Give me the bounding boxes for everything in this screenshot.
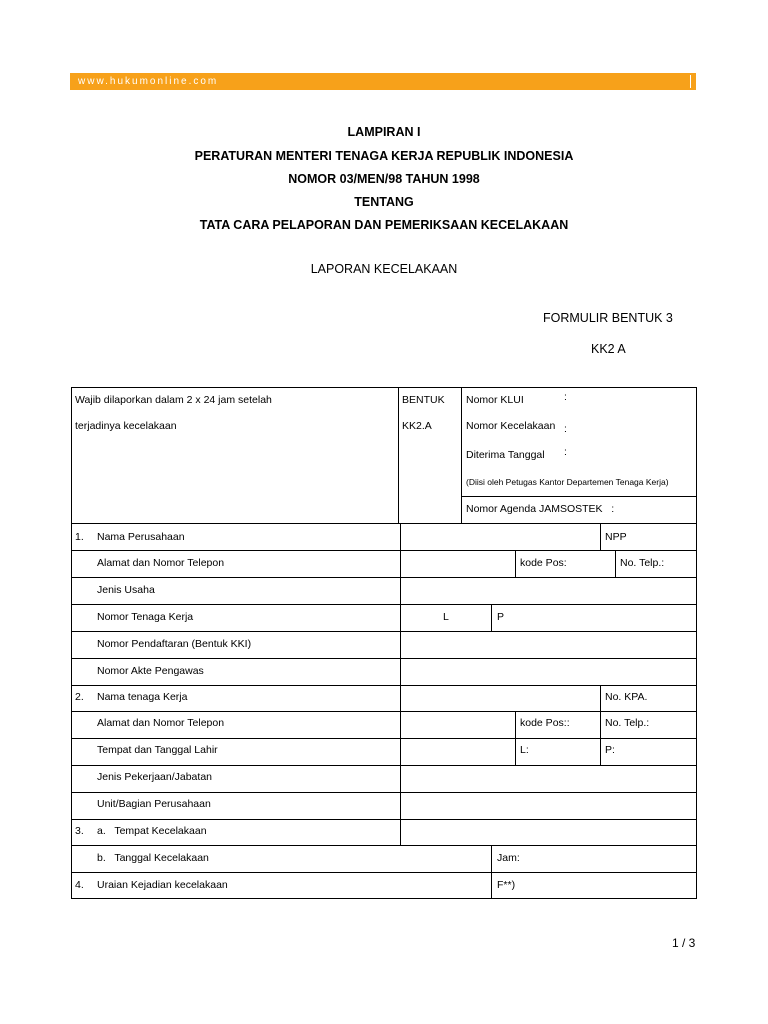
tenaga-kerja-label: Nomor Tenaga Kerja [97,611,194,623]
diterima-label: Diterima Tanggal [466,449,545,461]
kode-pos-1-label: kode Pos: [520,557,567,569]
instruction-line-2: terjadinya kecelakaan [75,420,177,432]
alamat-tenaga-label: Alamat dan Nomor Telepon [97,717,225,729]
heading-tata-cara: TATA CARA PELAPORAN DAN PEMERIKSAAN KECELAKAAN [199,218,569,232]
kecelakaan-number-colon: : [564,423,567,435]
section-3-number: 3. [75,825,84,837]
nama-perusahaan-label: Nama Perusahaan [97,531,185,543]
site-url: www.hukumonline.com [78,76,219,87]
kecelakaan-number-label: Nomor Kecelakaan [466,420,556,432]
p-label: P [497,611,505,623]
jam-label: Jam: [497,852,520,864]
page-number: 1 / 3 [672,936,696,950]
tempat-kecelakaan-label: a. Tempat Kecelakaan [97,825,207,837]
bentuk-code: KK2.A [402,420,432,432]
section-2-number: 2. [75,691,84,703]
form-code: KK2 A [591,342,626,356]
instruction-line-1: Wajib dilaporkan dalam 2 x 24 jam setelah [75,394,272,406]
heading-peraturan: PERATURAN MENTERI TENAGA KERJA REPUBLIK INDONESIA [194,149,574,163]
pendaftaran-label: Nomor Pendaftaran (Bentuk KKI) [97,638,252,650]
klui-label: Nomor KLUI [466,394,524,406]
nama-tenaga-kerja-label: Nama tenaga Kerja [97,691,188,703]
heading-tentang: TENTANG [354,195,414,209]
diterima-colon: : [564,446,567,458]
kpa-label: No. KPA. [605,691,648,703]
p2-label: P: [605,744,615,756]
npp-label: NPP [605,531,627,543]
jenis-usaha-label: Jenis Usaha [97,584,155,596]
section-1-number: 1. [75,531,84,543]
uraian-label: Uraian Kejadian kecelakaan [97,879,228,891]
akte-label: Nomor Akte Pengawas [97,665,204,677]
report-title: LAPORAN KECELAKAAN [310,262,458,276]
alamat-perusahaan-label: Alamat dan Nomor Telepon [97,557,225,569]
kode-pos-2-label: kode Pos:: [520,717,570,729]
heading-lampiran: LAMPIRAN I [347,125,421,139]
petugas-note: (Diisi oleh Petugas Kantor Departemen Tenaga Kerja) [466,477,669,487]
bentuk-label: BENTUK [402,394,445,406]
l2-label: L: [520,744,529,756]
jabatan-label: Jenis Pekerjaan/Jabatan [97,771,212,783]
tanggal-kecelakaan-label: b. Tanggal Kecelakaan [97,852,209,864]
form-label: FORMULIR BENTUK 3 [543,311,673,325]
agenda-label: Nomor Agenda JAMSOSTEK : [466,503,615,515]
section-4-number: 4. [75,879,84,891]
klui-colon: : [564,391,567,403]
telp-1-label: No. Telp.: [620,557,665,569]
telp-2-label: No. Telp.: [605,717,650,729]
l-label: L [443,611,449,623]
heading-nomor: NOMOR 03/MEN/98 TAHUN 1998 [288,172,480,186]
ttl-label: Tempat dan Tanggal Lahir [97,744,218,756]
unit-label: Unit/Bagian Perusahaan [97,798,211,810]
f-label: F**) [497,879,516,891]
